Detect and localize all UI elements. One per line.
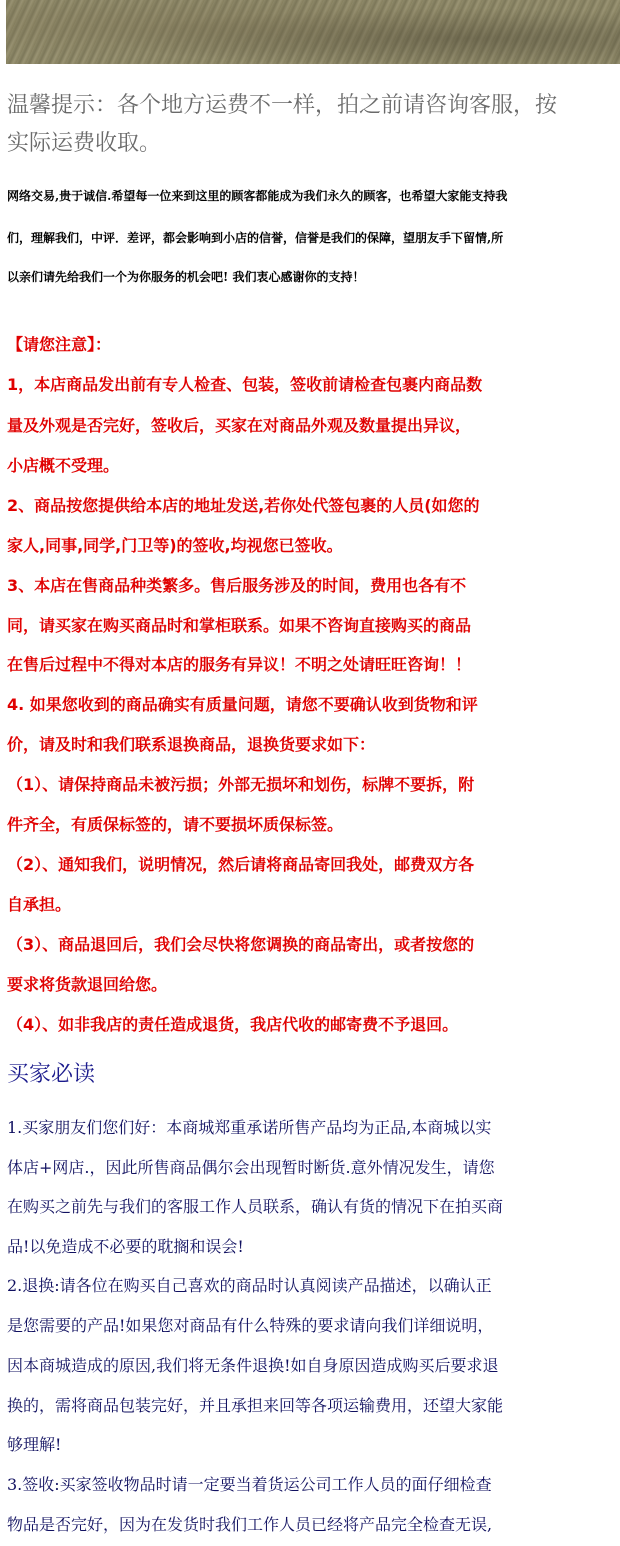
buyer-rule-line: 1.买家朋友们您们好：本商城郑重承诺所售产品均为正品,本商城以实 <box>7 1118 492 1137</box>
buyer-rule-line: 是您需要的产品!如果您对商品有什么特殊的要求请向我们详细说明， <box>7 1316 494 1335</box>
shipping-tip-line: 温馨提示：各个地方运费不一样，拍之前请咨询客服，按 <box>7 93 558 118</box>
attention-line: 4. 如果您收到的商品确实有质量问题，请您不要确认收到货物和评 <box>7 695 478 714</box>
attention-line: 3、本店在售商品种类繁多。售后服务涉及的时间，费用也各有不 <box>7 576 467 595</box>
attention-line: （4）、如非我店的责任造成退货，我店代收的邮寄费不予退回。 <box>7 1015 459 1034</box>
buyer-rule-line: 品!以免造成不必要的耽搁和误会! <box>7 1237 244 1256</box>
buyer-rule-line: 3.签收:买家签收物品时请一定要当着货运公司工作人员的面仔细检查 <box>7 1475 492 1494</box>
buyer-rule-line: 因本商城造成的原因,我们将无条件退换!如自身原因造成购买后要求退 <box>7 1356 499 1375</box>
buyer-rule-line: 物品是否完好，因为在发货时我们工作人员已经将产品完全检查无误, <box>7 1515 493 1534</box>
trust-notice-line: 们，理解我们，中评．差评，都会影响到小店的信誉，信誉是我们的保障，望朋友手下留情,所 <box>7 231 504 245</box>
attention-line: 2、商品按您提供给本店的地址发送,若你处代签包裹的人员(如您的 <box>7 496 480 515</box>
trust-notice-line: 网络交易,贵于诚信.希望每一位来到这里的顾客都能成为我们永久的顾客，也希望大家能支持我 <box>7 189 508 203</box>
attention-line: （2）、通知我们，说明情况，然后请将商品寄回我处，邮费双方各 <box>7 855 475 874</box>
attention-line: 小店概不受理。 <box>7 456 120 475</box>
buyer-rule-line: 换的，需将商品包装完好，并且承担来回等各项运输费用，还望大家能 <box>7 1396 504 1415</box>
attention-line: 家人,同事,同学,门卫等)的签收,均视您已签收。 <box>7 536 343 555</box>
attention-line: 量及外观是否完好，签收后，买家在对商品外观及数量提出异议， <box>7 416 472 435</box>
attention-line: 自承担。 <box>7 895 72 914</box>
trust-notice-line: 以亲们请先给我们一个为你服务的机会吧! 我们衷心感谢你的支持！ <box>7 270 365 284</box>
buyer-rule-line: 够理解! <box>7 1435 62 1454</box>
attention-line: 价，请及时和我们联系退换商品，退换货要求如下： <box>7 735 376 754</box>
attention-line: 在售后过程中不得对本店的服务有异议！不明之处请旺旺咨询！！ <box>7 655 472 674</box>
attention-line: 同，请买家在购买商品时和掌柜联系。如果不咨询直接购买的商品 <box>7 616 472 635</box>
attention-line: （3）、商品退回后，我们会尽快将您调换的商品寄出，或者按您的 <box>7 935 475 954</box>
shipping-tip-line: 实际运费收取。 <box>7 131 162 156</box>
attention-heading: 【请您注意】： <box>7 335 112 354</box>
attention-line: 1，本店商品发出前有专人检查、包装，签收前请检查包裹内商品数 <box>7 375 483 394</box>
buyer-must-read-heading: 买家必读 <box>7 1062 96 1087</box>
buyer-rule-line: 2.退换:请各位在购买自己喜欢的商品时认真阅读产品描述，以确认正 <box>7 1276 492 1295</box>
buyer-rule-line: 体店+网店.，因此所售商品偶尔会出现暂时断货.意外情况发生，请您 <box>7 1158 495 1177</box>
attention-line: 要求将货款退回给您。 <box>7 975 168 994</box>
product-photo-strip <box>6 0 620 64</box>
buyer-rule-line: 在购买之前先与我们的客服工作人员联系，确认有货的情况下在拍买商 <box>7 1197 504 1216</box>
attention-line: （1）、请保持商品未被污损；外部无损坏和划伤，标牌不要拆，附 <box>7 775 475 794</box>
attention-line: 件齐全，有质保标签的，请不要损坏质保标签。 <box>7 815 344 834</box>
